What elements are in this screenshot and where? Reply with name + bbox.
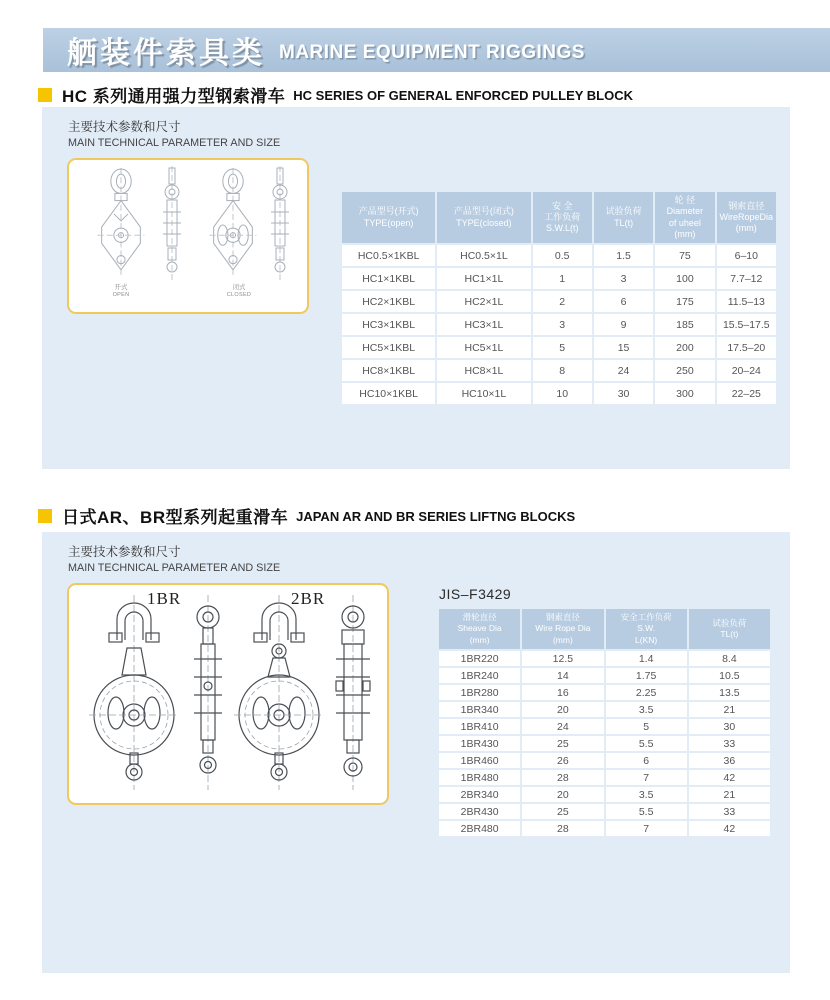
table-row xyxy=(439,685,770,700)
table-cell: 0.5 xyxy=(533,245,592,266)
table-cell: 20 xyxy=(522,787,603,802)
column-header: 安 全 工作负荷 S.W.L(t) xyxy=(533,192,592,243)
table-cell: 250 xyxy=(655,360,714,381)
br-series-spec-table xyxy=(437,607,772,838)
table-cell: 25 xyxy=(522,736,603,751)
table-cell: 1.4 xyxy=(606,651,687,666)
table-cell: 1BR480 xyxy=(439,770,520,785)
table-cell: 185 xyxy=(655,314,714,335)
section1-heading xyxy=(38,82,633,107)
table-cell: 2.25 xyxy=(606,685,687,700)
table-cell: 28 xyxy=(522,770,603,785)
model-2br-label: 2BR xyxy=(291,589,326,608)
section1-panel xyxy=(42,107,790,469)
table-cell: 16 xyxy=(522,685,603,700)
closed-type-label-en: CLOSED xyxy=(226,292,252,299)
table-cell: 26 xyxy=(522,753,603,768)
banner-title-zh: 舾装件索具类 xyxy=(67,37,265,70)
table-row xyxy=(439,668,770,683)
table-cell: 2BR480 xyxy=(439,821,520,836)
open-type-label-zh: 开式 xyxy=(114,284,128,291)
table-row xyxy=(342,337,776,358)
section1-subtitle xyxy=(68,119,280,150)
section1-title-zh: HC 系列通用强力型钢索滑车 xyxy=(62,87,286,106)
table-cell: 1BR460 xyxy=(439,753,520,768)
table-cell: 12.5 xyxy=(522,651,603,666)
table-cell: 5.5 xyxy=(606,804,687,819)
table-cell: 6 xyxy=(594,291,653,312)
closed-type-label-zh: 闭式 xyxy=(232,284,246,291)
column-header: 钢索直径 Wire Rope Dia (mm) xyxy=(522,609,603,649)
table-cell: 25 xyxy=(522,804,603,819)
table-cell: 30 xyxy=(689,719,770,734)
table-cell: 1BR220 xyxy=(439,651,520,666)
table-cell: 20 xyxy=(522,702,603,717)
table-cell: HC10×1KBL xyxy=(342,383,435,404)
table-cell: 14 xyxy=(522,668,603,683)
table-row xyxy=(439,719,770,734)
section1-title-en: HC SERIES OF GENERAL ENFORCED PULLEY BLOCK xyxy=(293,88,634,103)
column-header: 滑轮直径 Sheave Dia (mm) xyxy=(439,609,520,649)
table-row xyxy=(439,702,770,717)
table-cell: 11.5–13 xyxy=(717,291,776,312)
table-cell: 5.5 xyxy=(606,736,687,751)
page-banner xyxy=(43,28,830,72)
section1-subtitle-zh: 主要技术参数和尺寸 xyxy=(68,120,181,134)
table-row xyxy=(439,787,770,802)
table-cell: HC2×1L xyxy=(437,291,530,312)
column-header: 安全工作负荷 S.W. L(KN) xyxy=(606,609,687,649)
section2-subtitle xyxy=(68,544,280,575)
table-cell: 6 xyxy=(606,753,687,768)
block-1br-front-drawing xyxy=(87,595,182,790)
table-cell: 1BR410 xyxy=(439,719,520,734)
closed-type-label xyxy=(209,284,269,299)
table-cell: 20–24 xyxy=(717,360,776,381)
table-cell: 3 xyxy=(533,314,592,335)
section2-subtitle-zh: 主要技术参数和尺寸 xyxy=(68,545,181,559)
table-cell: 28 xyxy=(522,821,603,836)
pulley-drawing-box xyxy=(67,158,309,314)
table-row xyxy=(439,736,770,751)
table-cell: 1BR430 xyxy=(439,736,520,751)
section2-heading xyxy=(38,503,575,528)
table-cell: HC3×1L xyxy=(437,314,530,335)
section2-title-zh: 日式AR、BR型系列起重滑车 xyxy=(62,508,289,527)
table-cell: 2BR430 xyxy=(439,804,520,819)
table-cell: 7 xyxy=(606,821,687,836)
table-cell: 1 xyxy=(533,268,592,289)
table-cell: 13.5 xyxy=(689,685,770,700)
table-cell: 33 xyxy=(689,804,770,819)
table-row xyxy=(439,753,770,768)
pulley-open-front-drawing xyxy=(95,168,147,280)
table-cell: 30 xyxy=(594,383,653,404)
table-cell: 5 xyxy=(606,719,687,734)
table-cell: 17.5–20 xyxy=(717,337,776,358)
table-cell: 175 xyxy=(655,291,714,312)
table-cell: 300 xyxy=(655,383,714,404)
table-cell: 8.4 xyxy=(689,651,770,666)
table-row xyxy=(439,770,770,785)
table-cell: 6–10 xyxy=(717,245,776,266)
column-header: 产品型号(闭式) TYPE(closed) xyxy=(437,192,530,243)
table-cell: HC0.5×1L xyxy=(437,245,530,266)
pulley-open-side-drawing xyxy=(161,166,183,280)
open-type-label-en: OPEN xyxy=(112,292,130,299)
table-cell: 1BR240 xyxy=(439,668,520,683)
pulley-closed-front-drawing xyxy=(207,168,259,280)
block-2br-side-drawing xyxy=(334,595,372,790)
table-cell: 200 xyxy=(655,337,714,358)
table-cell: 15 xyxy=(594,337,653,358)
table-cell: HC0.5×1KBL xyxy=(342,245,435,266)
table-cell: 100 xyxy=(655,268,714,289)
table-cell: 21 xyxy=(689,702,770,717)
yellow-square-bullet-icon xyxy=(38,88,52,102)
table-cell: 1.75 xyxy=(606,668,687,683)
table-cell: 1.5 xyxy=(594,245,653,266)
block-2br-front-drawing xyxy=(232,595,327,790)
table-row xyxy=(439,804,770,819)
table-cell: HC10×1L xyxy=(437,383,530,404)
table-cell: HC1×1L xyxy=(437,268,530,289)
table-row xyxy=(439,651,770,666)
column-header: 轮 径 Diameter of uheel (mm) xyxy=(655,192,714,243)
table-cell: HC8×1KBL xyxy=(342,360,435,381)
column-header: 钢索直径 WireRopeDia (mm) xyxy=(717,192,776,243)
table-cell: HC2×1KBL xyxy=(342,291,435,312)
section2-subtitle-en: MAIN TECHNICAL PARAMETER AND SIZE xyxy=(68,561,281,574)
jis-standard-label: JIS–F3429 xyxy=(439,586,512,602)
lifting-block-drawing-box xyxy=(67,583,389,805)
table-cell: 2BR340 xyxy=(439,787,520,802)
column-header: 试验负荷 TL(t) xyxy=(594,192,653,243)
table-row xyxy=(342,314,776,335)
table-cell: 42 xyxy=(689,821,770,836)
table-cell: 10 xyxy=(533,383,592,404)
banner-title-en: MARINE EQUIPMENT RIGGINGS xyxy=(279,42,585,63)
yellow-square-bullet-icon xyxy=(38,509,52,523)
section1-subtitle-en: MAIN TECHNICAL PARAMETER AND SIZE xyxy=(68,136,281,149)
table-cell: 3 xyxy=(594,268,653,289)
hc-series-spec-table xyxy=(340,190,778,406)
column-header: 试验负荷 TL(t) xyxy=(689,609,770,649)
table-cell: 24 xyxy=(522,719,603,734)
block-1br-side-drawing xyxy=(191,595,225,790)
table-cell: 1BR340 xyxy=(439,702,520,717)
table-cell: 36 xyxy=(689,753,770,768)
table-row xyxy=(439,821,770,836)
table-cell: 2 xyxy=(533,291,592,312)
table-cell: 3.5 xyxy=(606,787,687,802)
column-header: 产品型号(开式) TYPE(open) xyxy=(342,192,435,243)
table-row xyxy=(342,291,776,312)
table-cell: 3.5 xyxy=(606,702,687,717)
pulley-closed-side-drawing xyxy=(269,166,291,280)
table-cell: HC3×1KBL xyxy=(342,314,435,335)
table-cell: 75 xyxy=(655,245,714,266)
table-cell: 22–25 xyxy=(717,383,776,404)
table-cell: HC5×1KBL xyxy=(342,337,435,358)
table-cell: HC5×1L xyxy=(437,337,530,358)
table-row xyxy=(342,383,776,404)
model-1br-label: 1BR xyxy=(147,589,182,608)
table-cell: 7 xyxy=(606,770,687,785)
table-row xyxy=(342,245,776,266)
table-cell: 42 xyxy=(689,770,770,785)
section2-title-en: JAPAN AR AND BR SERIES LIFTNG BLOCKS xyxy=(296,509,576,524)
table-cell: 24 xyxy=(594,360,653,381)
table-cell: 1BR280 xyxy=(439,685,520,700)
table-cell: 10.5 xyxy=(689,668,770,683)
open-type-label xyxy=(91,284,151,299)
table-cell: HC8×1L xyxy=(437,360,530,381)
table-cell: 33 xyxy=(689,736,770,751)
table-row xyxy=(342,360,776,381)
table-cell: HC1×1KBL xyxy=(342,268,435,289)
table-cell: 5 xyxy=(533,337,592,358)
table-cell: 7.7–12 xyxy=(717,268,776,289)
table-cell: 21 xyxy=(689,787,770,802)
section2-panel xyxy=(42,532,790,973)
table-row xyxy=(342,268,776,289)
table-cell: 8 xyxy=(533,360,592,381)
table-cell: 15.5–17.5 xyxy=(717,314,776,335)
table-cell: 9 xyxy=(594,314,653,335)
